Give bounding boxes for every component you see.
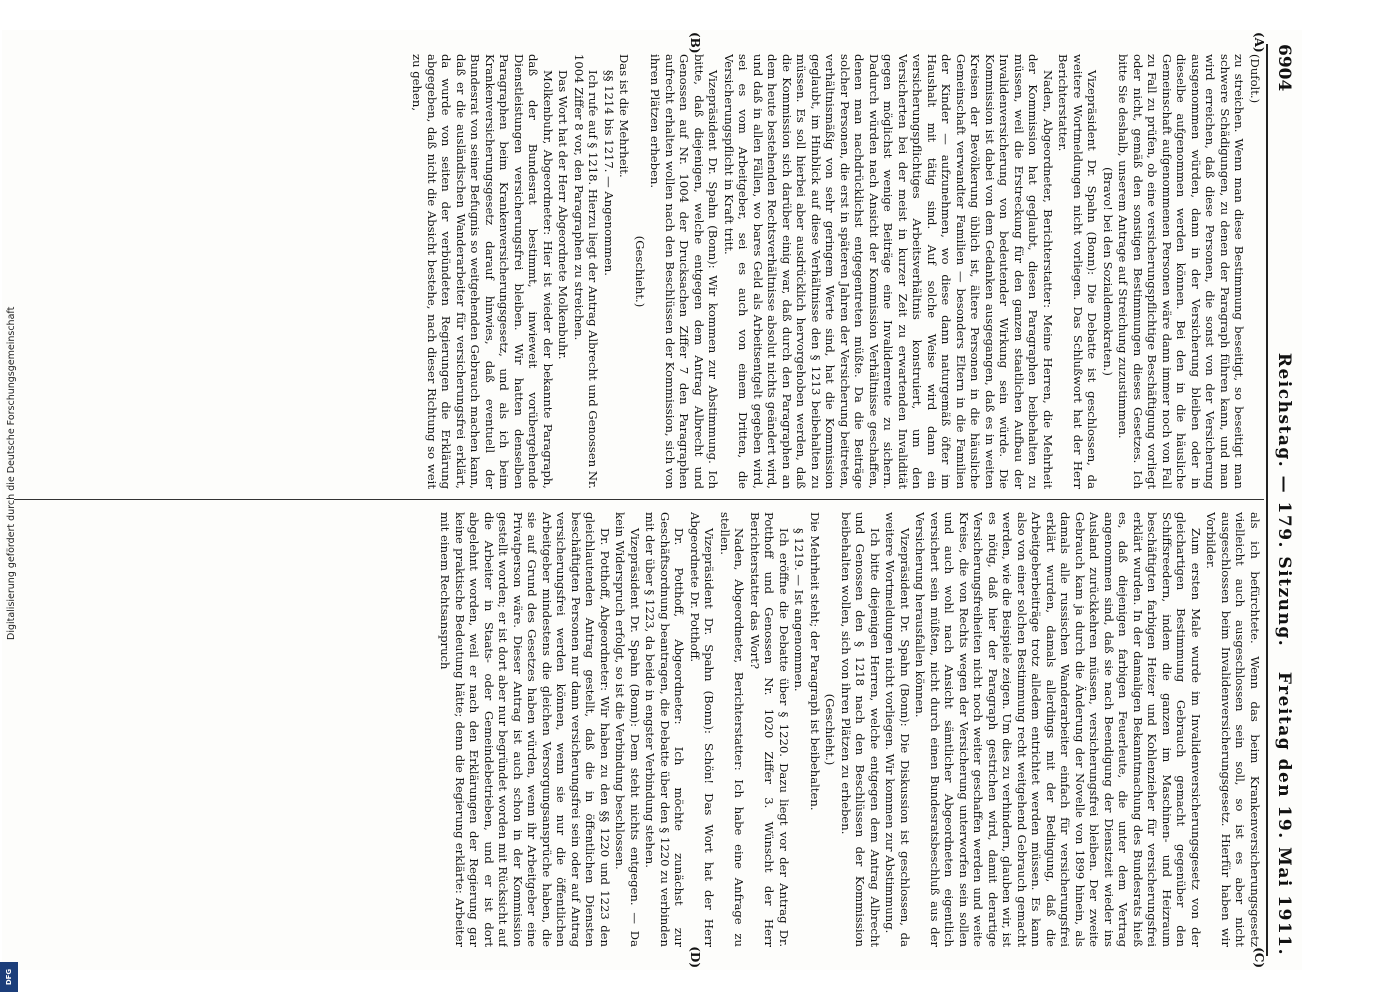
paragraph: §§ 1214 bis 1217. — Angenommen. <box>602 70 616 276</box>
paragraph: Ich eröffne die Debatte über § 1220. Dazu liegt vor der Antrag Dr. Potthoff und Genossen Nr. 1020 Ziffer 3. Wünscht der Herr Berichterstatter das Wort? <box>748 512 791 947</box>
paragraph: Naden, Abgeordneter, Berichterstatter: Ich habe eine Anfrage zu stellen. <box>718 512 747 947</box>
paragraph: (Geschieht.) <box>823 693 838 766</box>
paragraph: Das ist die Mehrheit. <box>617 54 632 178</box>
margin-mark-c: (C) <box>1252 947 1266 968</box>
paragraph: Dr. Potthoff, Abgeordneter: Wir haben zu den §§ 1220 und 1223 den gleichlautenden Antrag gestellt, daß die in öffentlichen Diensten beschäftigten Personen nur dann versicherungsfrei sein oder auf Antrag versicherungsfrei werden können, wenn sie nur die öffentlichen Arbeitgeber mindestens die gleichen Versorgungsansprüche haben, die sie auf Grund des Gesetzes haben würden, wenn ihr Arbeitgeber eine Privatperson wäre. Dieser Antrag ist auch schon in der Kommission gestellt worden; er ist dort aber nur begründet worden mit Rücksicht auf die Arbeiter in Staats- oder Gemeindebetrieben, und er ist dort abgelehnt worden, weil er nach den Erklärungen der Regierung gar keine praktische Bedeutung hätte; denn die Regierung erklärte: Arbeiter mit einem Rechtsanspruch <box>438 512 612 947</box>
page-header <box>1268 44 1300 956</box>
paragraph: (Bravo! bei den Sozialdemokraten.) <box>1101 167 1115 376</box>
funding-note: Digitalisierung gefördert durch die Deutsche Forschungsgemeinschaft <box>6 306 17 640</box>
paragraph: Vizepräsident Dr. Spahn (Bonn): Die Debatte ist geschlossen, da weitere Wortmeldungen nicht vorliegen. Das Schlußwort hat der Herr Berichterstatter. <box>1056 54 1100 489</box>
session-date: Freitag den 19. Mai 1911. <box>1274 671 1294 956</box>
paragraph: Dr. Potthoff, Abgeordneter: Ich möchte zunächst zur Geschäftsordnung beantragen, die Debatte über den § 1220 zu verbinden mit der über § 1223, da beide in engster Verbindung stehen. <box>643 512 687 947</box>
paragraph: zu streichen. Wenn man diese Bestimmung beseitigt, so beseitigt man schwere Schädigungen, zu denen der Paragraph führen kann, und man wird erreichen, daß diese Personen, die sonst von der Versicherung ausgenommen würden, dann in der Versicherung bleiben oder in dieselbe aufgenommen werden können. Bei den in die häusliche Gemeinschaft aufgenommenen Personen wäre dann immer noch von Fall zu Fall zu prüfen, ob eine versicherungspflichtige Beschäftigung vorliegt oder nicht, gemäß den sonstigen Bestimmungen dieses Gesetzes. Ich bitte Sie deshalb, unserem Antrage auf Streichung zuzustimmen. <box>1116 54 1247 489</box>
paragraph: Die Mehrheit steht; der Paragraph ist beibehalten. <box>808 512 822 811</box>
newspaper-page <box>2 30 1302 970</box>
paragraph: Das Wort hat der Herr Abgeordnete Molkenbuhr. <box>556 70 571 360</box>
header-rule <box>1266 44 1268 956</box>
paragraph: Zum ersten Male wurde im Invalidenversicherungsgesetz von der gleichartigen Bestimmung Gebrauch gemacht gegenüber den Schiffsreedern, indem die ganzen im Maschinen- und Heizraum beschäftigten farbigen Heizer und Kohlenzieher für versicherungsfrei erklärt wurden. In der damaligen Bekanntmachung des Bundesrats hieß es, daß diejenigen farbigen Feuerleute, die unter dem Vertrag angenommen sind, daß sie nach Beendigung der Dienstzeit wieder ins Ausland zurückkehren müssen, versicherungsfrei bleiben. Der zweite Gebrauch kam ja durch die Änderung der Novelle von 1899 hinein, als damals alle russischen Wanderarbeiter einfach für versicherungsfrei erklärt wurden, damals allerdings mit der Bedingung, daß die Arbeitgeberbeiträge trotz alledem entrichtet werden müssen. Es kann also von einer solchen Bestimmung recht weitgehend Gebrauch gemacht werden, wie die Beispiele zeigen. Um dies zu verhindern, glauben wir, ist es nötig, daß hier der Paragraph gestrichen wird, damit derartige Versicherungsfreiheiten nicht noch weiter geschaffen werden und weite Kreise, die von Rechts wegen der Versicherung unterworfen sein sollen und auch wohl nach Ansicht sämtlicher Abgeordneten eigentlich versichert sein müßten, nicht durch einen Bundesratsbeschluß aus der Versicherung herausfallen können. <box>913 512 1203 947</box>
paragraph: als ich befürchtete. Wenn das beim Krankenversicherungsgesetz vielleicht auch ausgeschlossen sein soll, so ist es aber nicht ausgeschlossen beim Invalidenversicherungsgesetz. Hierfür haben wir Vorbilder. <box>1204 512 1262 947</box>
margin-mark-d: (D) <box>688 946 702 968</box>
dfg-logo <box>0 962 18 992</box>
paragraph: Molkenbuhr, Abgeordneter: Hier ist wieder der bekannte Paragraph, daß der Bundesrat bestimmt, inwieweit vorübergehende Dienstleistungen versicherungsfrei bleiben. Wir hatten denselben Paragraphen beim Krankenversicherungsgesetz, und als ich beim Krankenversicherungsgesetz darauf hinwies, daß eventuell der Bundesrat von seiner Befugnis so weitgehenden Gebrauch machen kann, daß er die ausländischen Wanderarbeiter für versicherungsfrei erklärt, da wurde von seiten der verbündeten Regierungen die Erklärung abgegeben, daß nicht die Absicht bestehe, nach dieser Richtung so weit zu gehen, <box>410 54 555 489</box>
paragraph: Vizepräsident Dr. Spahn (Bonn): Schön! Das Wort hat der Herr Abgeordnete Dr. Potthoff. <box>688 512 717 947</box>
column-divider <box>14 499 1264 500</box>
paragraph: Vizepräsident Dr. Spahn (Bonn): Wir kommen zur Abstimmung. Ich bitte, daß diejenigen, welche entgegen dem Antrag Albrecht und Genossen auf Nr. 1004 der Drucksachen Ziffer 7 den Paragraphen aufrecht erhalten wollen nach den Beschlüssen der Kommission, sich von ihren Plätzen erheben. <box>648 54 721 489</box>
paragraph: Ich bitte diejenigen Herren, welche entgegen dem Antrag Albrecht und Genossen den § 1218 nach den Beschlüssen der Kommission beibehalten wollen, sich von ihren Plätzen zu erheben. <box>839 512 882 947</box>
paragraph: § 1219. — Ist angenommen. <box>792 528 807 692</box>
right-column <box>12 512 1262 947</box>
paragraph: (Dufolt.) <box>1248 54 1262 104</box>
margin-mark-b: (B) <box>688 32 702 54</box>
paragraph: Ich rufe auf § 1218. Hierzu liegt der Antrag Albrecht und Genossen Nr. 1004 Ziffer 8 vor, den Paragraphen zu streichen. <box>572 54 601 489</box>
paragraph: Vizepräsident Dr. Spahn (Bonn): Die Diskussion ist geschlossen, da weitere Wortmeldungen nicht vorliegen. Wir kommen zur Abstimmung. <box>883 512 912 947</box>
paragraph: Vizepräsident Dr. Spahn (Bonn): Dem steht nichts entgegen. — Da kein Widerspruch erfolgt, so ist die Verbindung beschlossen. <box>613 512 642 947</box>
page-number: 6904 <box>1274 44 1294 92</box>
session-title: Reichstag. — 179. Sitzung. <box>1274 352 1294 648</box>
margin-mark-a: (A) <box>1252 32 1266 53</box>
paragraph: (Geschieht.) <box>633 235 647 308</box>
left-column <box>12 54 1262 489</box>
dfg-logo-text: DFG <box>5 968 13 986</box>
paragraph: Naden, Abgeordneter, Berichterstatter: Meine Herren, die Mehrheit der Kommission hat geglaubt, diesen Paragraphen beibehalten zu müssen, weil die Erstreckung für den ganzen staatlichen Aufbau der Invalidenversicherung von bedeutender Wirkung sein würde. Die Kommission ist dabei von dem Gedanken ausgegangen, daß es in weiten Kreisen der Bevölkerung üblich ist, ältere Personen in die häusliche Gemeinschaft verwandter Familien — besonders Eltern in die Familien der Kinder — aufzunehmen, wo diese dann naturgemäß öfter im Haushalt mit tätig sind. Auf solche Weise wird dann ein versicherungspflichtiges Arbeitsverhältnis konstruiert, um den Versicherten bei der meist in kurzer Zeit zu erwartenden Invalidität gegen möglichst wenige Beiträge eine Invalidenrente zu sichern. Dadurch würden nach Ansicht der Kommission Verhältnisse geschaffen, denen man nachdrücklichst entgegentreten müßte. Da die Beiträge solcher Personen, die erst in späteren Jahren der Versicherung beitreten, verhältnismäßig von sehr geringem Werte sind, hat die Kommission geglaubt, im Hinblick auf diese Verhältnisse den § 1213 beibehalten zu müssen. Es soll hierbei aber ausdrücklich hervorgehoben werden, daß die Kommission sich darüber einig war, daß durch den Paragraphen an dem heute bestehenden Rechtsverhältnisse absolut nichts geändert wird, und daß in allen Fällen, wo bares Geld als Arbeitsentgelt gegeben wird, sei es vom Arbeitgeber, sei es auch von einem Dritten, die Versicherungspflicht in Kraft tritt. <box>722 54 1055 489</box>
